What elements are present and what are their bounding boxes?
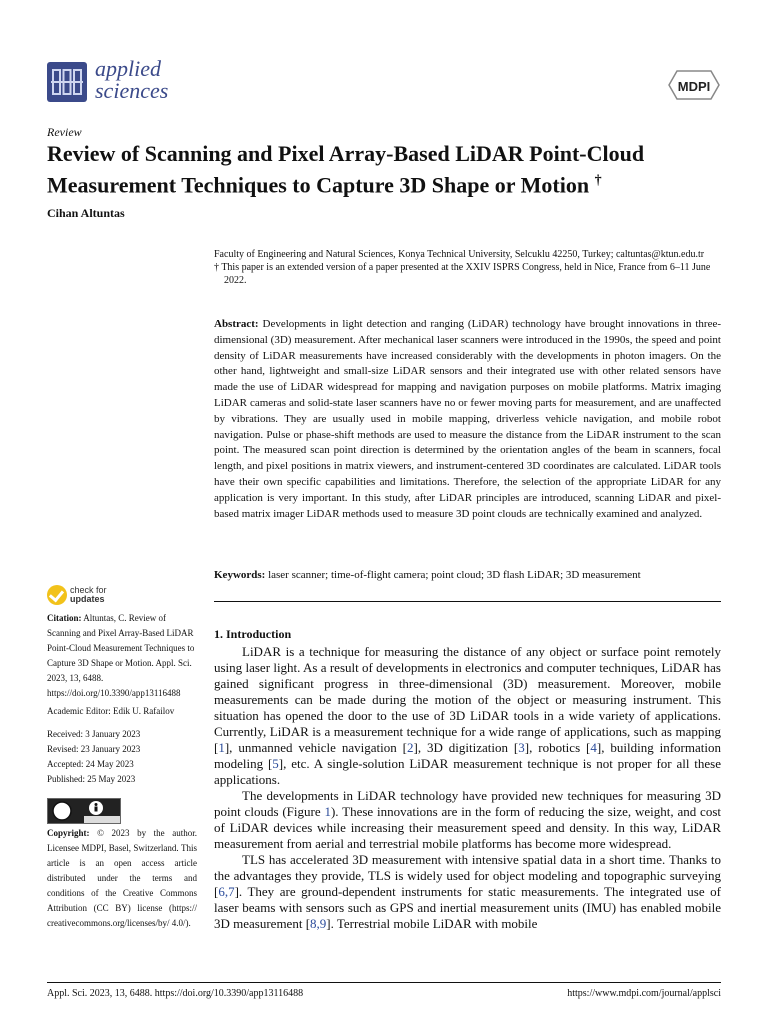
citation-link[interactable]: 3 [518, 740, 525, 755]
paper-title-text: Review of Scanning and Pixel Array-Based LiDAR Point-Cloud Measurement Techniques to Capture 3D Shape or Motion [47, 141, 645, 198]
title-footnote: † This paper is an extended version of a paper presented at the XXIV ISPRS Congress, held in Nice, France from 6–11 June 2022. [214, 262, 711, 286]
check-for-updates-button[interactable] [47, 585, 117, 607]
paragraph-2 [214, 788, 721, 852]
section-heading: 1. Introduction [214, 627, 292, 641]
section-divider [214, 601, 721, 602]
footer-journal-url[interactable]: https://www.mdpi.com/journal/applsci [567, 988, 721, 999]
affiliation-text: Faculty of Engineering and Natural Sciences, Konya Technical University, Selcuklu 42250, Turkey; caltuntas@ktun.edu.tr [214, 249, 705, 260]
citation-link[interactable]: 5 [272, 756, 279, 771]
abstract-label: Abstract: [214, 318, 259, 330]
check-for-updates-label [70, 586, 107, 604]
paragraph-text: ], etc. A single-solution LiDAR measurement technique is not proper for all these applications. [214, 756, 721, 787]
citation-link[interactable]: 1 [218, 740, 225, 755]
paragraph-3 [214, 852, 721, 932]
date-received: Received: 3 January 2023 [47, 729, 141, 739]
check-label-line1: check for [70, 585, 107, 595]
date-revised: Revised: 23 January 2023 [47, 744, 141, 754]
footer-citation: Appl. Sci. 2023, 13, 6488. https://doi.org/10.3390/app13116488 [47, 988, 304, 999]
citation-link[interactable]: 2 [406, 740, 414, 755]
paragraph-text: ], building information modeling [ [214, 740, 721, 771]
check-icon [47, 585, 67, 605]
cc-by-icon [48, 799, 120, 823]
citation-label: Citation: [47, 613, 82, 623]
paragraph-text: ]. They are ground-dependent instruments for static measurements. The integrated use of laser beams with sensors such as GPS and inertial measurement units (IMU) has enabled mobile 3D measurement [ [214, 884, 721, 931]
cc-license-badge[interactable] [47, 798, 121, 824]
date-published: Published: 25 May 2023 [47, 774, 136, 784]
paragraph-text: The developments in LiDAR technology have provided new techniques for measuring 3D point clouds (Figure [214, 788, 721, 819]
affiliation [214, 248, 724, 287]
check-label-line2: updates [70, 594, 105, 604]
article-dates [47, 727, 197, 787]
journal-logo-icon [47, 62, 87, 102]
publisher-logo [667, 70, 721, 100]
paragraph-text: ], unmanned vehicle navigation [ [224, 740, 407, 755]
body-text [214, 644, 721, 932]
citation [47, 611, 197, 701]
figure-link[interactable]: 1 [324, 804, 331, 819]
article-type: Review [47, 125, 82, 139]
journal-logo [47, 62, 87, 102]
keywords [214, 568, 721, 583]
journal-name-line1: applied [95, 56, 161, 81]
citation-link[interactable]: 8,9 [310, 916, 327, 931]
paragraph-text: ], 3D digitization [ [413, 740, 519, 755]
abstract-text: Developments in light detection and ranging (LiDAR) technology have brought innovations in three-dimensional (3D) measurement. After mechanical laser scanners were introduced in the 1990s, the speed and point density of LiDAR measurements have increased considerably with the developments in photon imagers. On the other hand, lightweight and small-size LiDAR sensors and their integrated use with other related sensors have made the use of LiDAR widespread for mapping and navigation purposes on mobile platforms. Matrix imaging LiDAR cameras and solid-state laser scanners have no or fewer moving parts for measurement, and are unaffected by vibrations. They are usually used in mobile mapping, driverless vehicle navigation, and mobile robot navigation. Pulse or phase-shift methods are used to measure the distance from the LiDAR instrument to the scan point. The measured scan point direction is determined by the orientation angles of the beam in scanners, focal length, and pixel positions in matrix viewers, and instrument-centered 3D coordinates are calculated. LiDAR tools have their own specific capabilities and limitations. Therefore, the selection of the appropriate LiDAR for any application is very important. In this study, after LiDAR principles are introduced, scanning LiDAR and pixel-based matrix imager LiDAR methods used to measure 3D point clouds are technically examined and analyzed. [214, 318, 722, 520]
paragraph-text: LiDAR is a technique for measuring the distance of any object or surface point remotely using laser light. As a result of developments in electronics and computer techniques, LiDAR has gained significant progress in three-dimensional (3D) measurement. Moreover, mobile measurements can be made during the motion of the object or measuring instrument. This situation has opened the door to the use of 3D LiDAR tools in a wide variety of applications. Currently, LiDAR is a measurement technique for a wide range of applications, such as mapping [ [214, 644, 721, 755]
journal-name [95, 58, 168, 102]
title-footnote-mark: † [594, 173, 602, 188]
footer-divider [47, 982, 721, 983]
keywords-label: Keywords: [214, 569, 266, 581]
copyright [47, 826, 197, 931]
paragraph-text: ). These innovations are in the form of reducing the size, weight, and cost of LiDAR devices while increasing their measurement speed and density. In this way, LiDAR measurement from aerial and terrestrial mobile platforms has become more widespread. [214, 804, 721, 851]
abstract [214, 317, 721, 522]
publisher-name: MDPI [677, 79, 711, 94]
citation-link[interactable]: 4 [590, 740, 597, 755]
paragraph-text: ], robotics [ [524, 740, 591, 755]
copyright-label: Copyright: [47, 828, 90, 838]
journal-name-line2: sciences [95, 78, 169, 103]
keywords-text: laser scanner; time-of-flight camera; point cloud; 3D flash LiDAR; 3D measurement [268, 569, 641, 581]
paper-title [47, 140, 737, 198]
date-accepted: Accepted: 24 May 2023 [47, 759, 134, 769]
paragraph-text: ]. Terrestrial mobile LiDAR with mobile [326, 916, 538, 931]
citation-text: Altuntas, C. Review of Scanning and Pixel Array-Based LiDAR Point-Cloud Measurement Techniques to Capture 3D Shape or Motion. Appl. Sci. 2023, 13, 6488. https://doi.org/10.3390/app13116488 [47, 613, 195, 698]
paragraph-text: TLS has accelerated 3D measurement with intensive spatial data in a short time. Thanks to the advantages they provide, TLS is widely used for object modeling and topographic surveying [ [214, 852, 721, 899]
author-name: Cihan Altuntas [47, 206, 125, 220]
citation-link[interactable]: 6,7 [218, 884, 235, 899]
paragraph-1 [214, 644, 721, 788]
academic-editor: Academic Editor: Edik U. Rafailov [47, 706, 175, 716]
copyright-text: © 2023 by the author. Licensee MDPI, Basel, Switzerland. This article is an open access article distributed under the terms and conditions of the Creative Commons Attribution (CC BY) license (https:// creativecommons.org/licenses/by/ 4.0/). [47, 828, 197, 928]
